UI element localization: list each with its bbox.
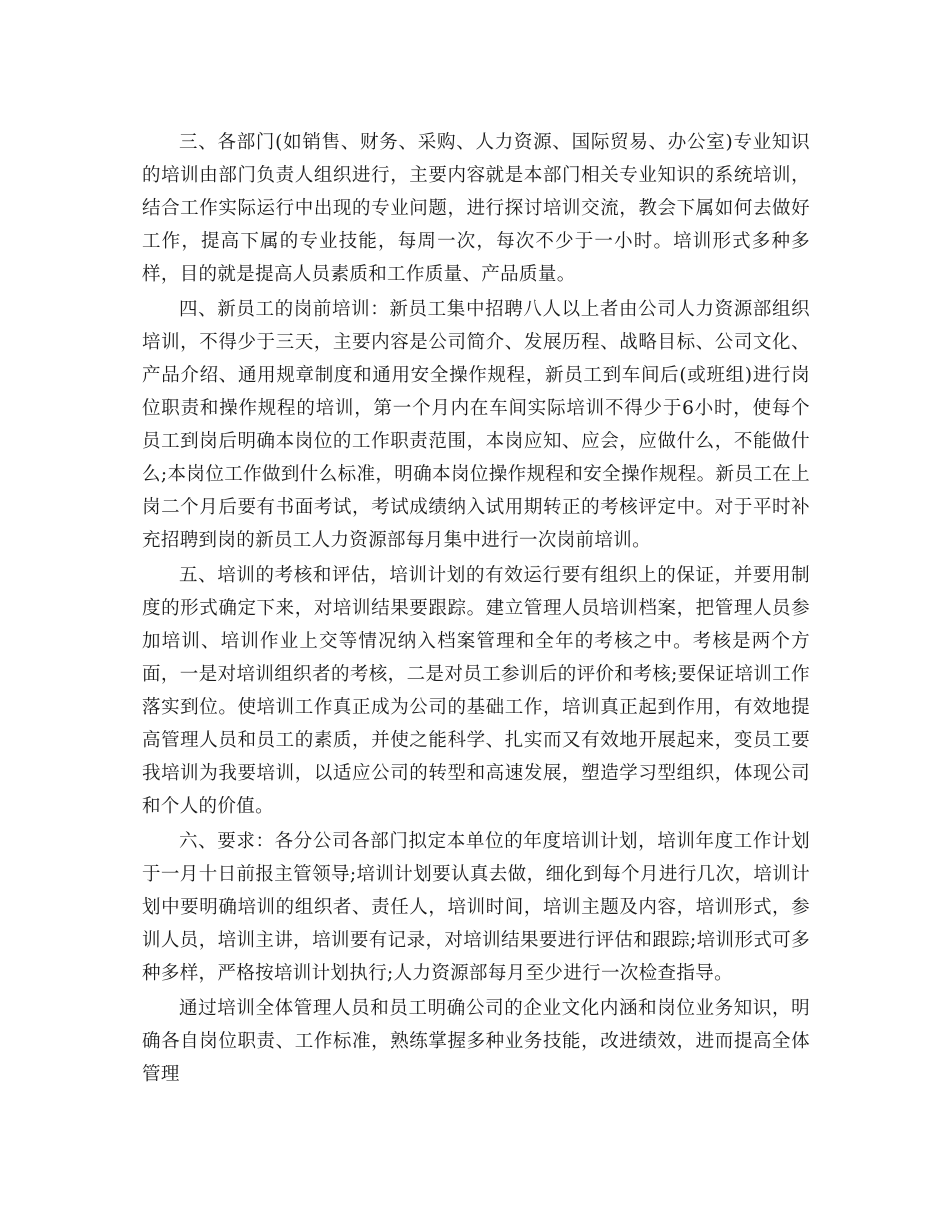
paragraph-training-goals: 通过培训全体管理人员和员工明确公司的企业文化内涵和岗位业务知识，明确各自岗位职责、工作标准，熟练掌握多种业务技能，改进绩效，进而提高全体管理	[142, 998, 810, 1085]
document-body	[142, 126, 810, 1093]
paragraph-department-training: 三、各部门(如销售、财务、采购、人力资源、国际贸易、办公室)专业知识的培训由部门负责人组织进行，主要内容就是本部门相关专业知识的系统培训，结合工作实际运行中出现的专业问题，进行探讨培训交流，教会下属如何去做好工作，提高下属的专业技能，每周一次，每次不少于一小时。培训形式多种多样，目的就是提高人员素质和工作质量、产品质量。	[142, 132, 810, 285]
paragraph-assessment-evaluation: 五、培训的考核和评估，培训计划的有效运行要有组织上的保证，并要用制度的形式确定下来，对培训结果要跟踪。建立管理人员培训档案，把管理人员参加培训、培训作业上交等情况纳入档案管理和全年的考核之中。考核是两个方面，一是对培训组织者的考核，二是对员工参训后的评价和考核;要保证培训工作落实到位。使培训工作真正成为公司的基础工作，培训真正起到作用，有效地提高管理人员和员工的素质，并使之能科学、扎实而又有效地开展起来，变员工要我培训为我要培训，以适应公司的转型和高速发展，塑造学习型组织，体现公司和个人的价值。	[142, 565, 810, 817]
paragraph-new-employee-training: 四、新员工的岗前培训：新员工集中招聘八人以上者由公司人力资源部组织培训，不得少于三天，主要内容是公司简介、发展历程、战略目标、公司文化、产品介绍、通用规章制度和通用安全操作规程，新员工到车间后(或班组)进行岗位职责和操作规程的培训，第一个月内在车间实际培训不得少于6小时，使每个员工到岗后明确本岗位的工作职责范围，本岗应知、应会，应做什么，不能做什么;本岗位工作做到什么标准，明确本岗位操作规程和安全操作规程。新员工在上岗二个月后要有书面考试，考试成绩纳入试用期转正的考核评定中。对于平时补充招聘到岗的新员工人力资源部每月集中进行一次岗前培训。	[142, 299, 810, 551]
paragraph-requirements: 六、要求：各分公司各部门拟定本单位的年度培训计划，培训年度工作计划于一月十日前报主管领导;培训计划要认真去做，细化到每个月进行几次，培训计划中要明确培训的组织者、责任人，培训时间，培训主题及内容，培训形式，参训人员，培训主讲，培训要有记录，对培训结果要进行评估和跟踪;培训形式可多种多样，严格按培训计划执行;人力资源部每月至少进行一次检查指导。	[142, 831, 810, 984]
